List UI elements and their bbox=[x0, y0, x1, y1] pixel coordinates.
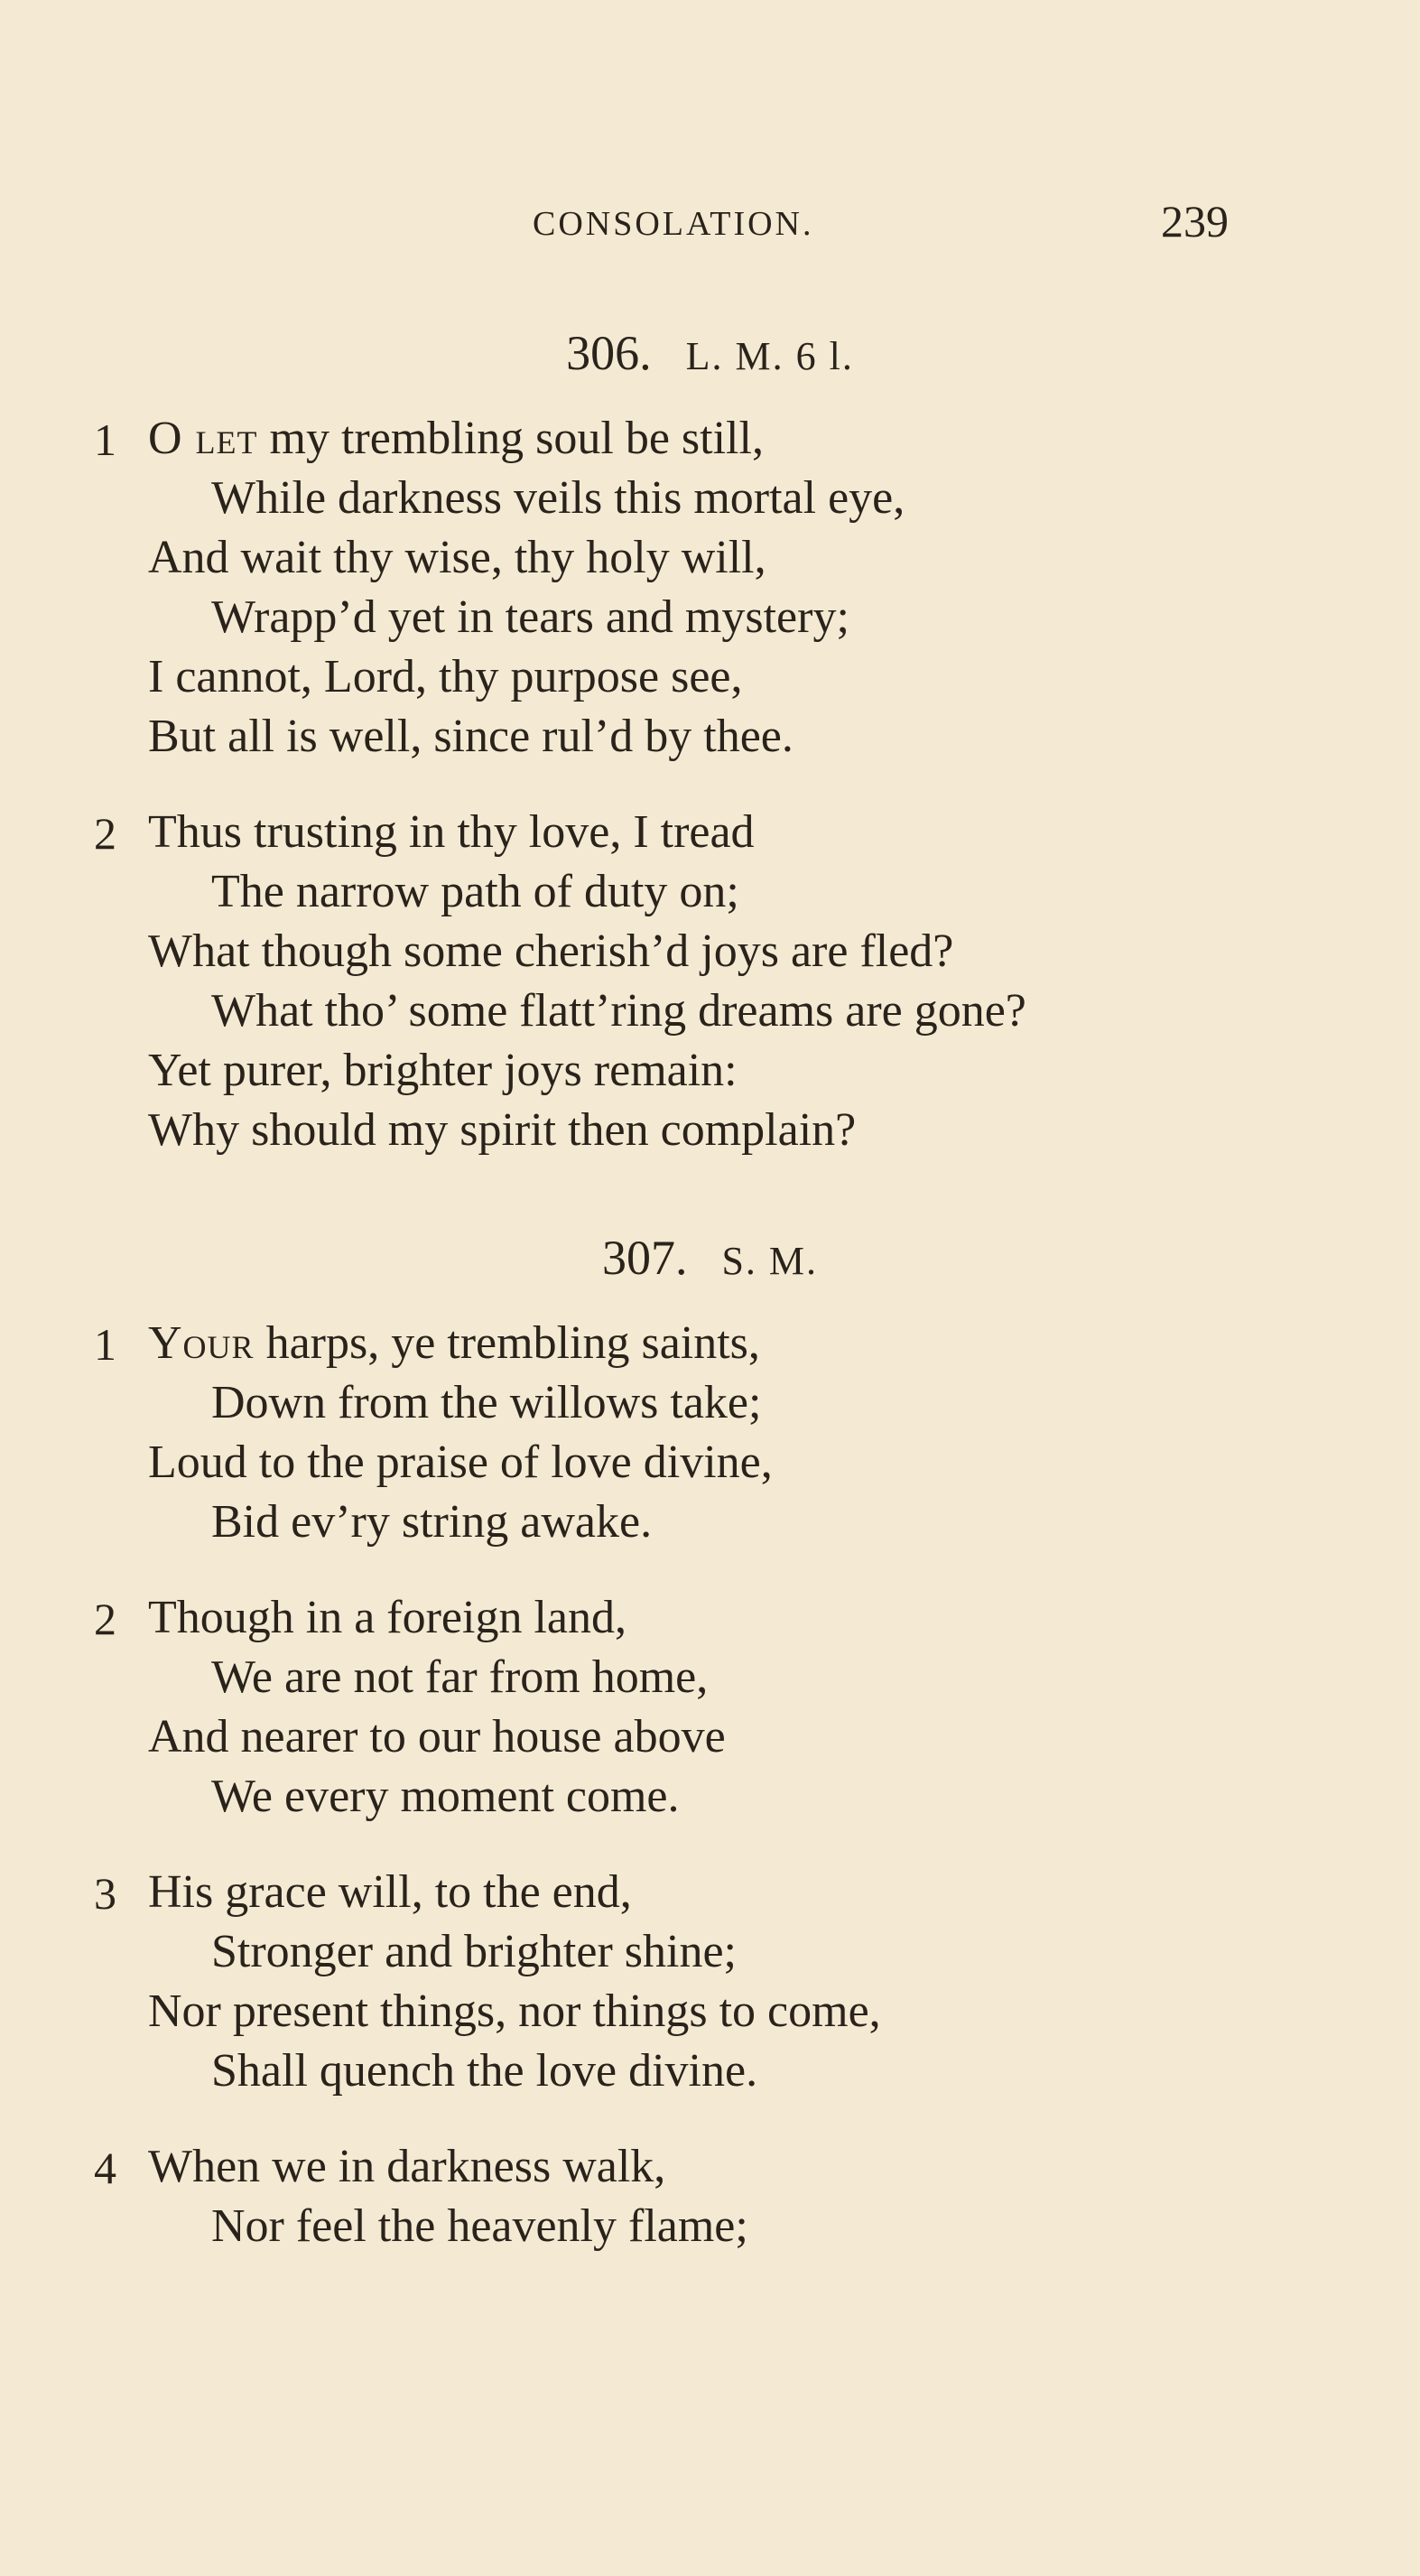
verse-line: We are not far from home, bbox=[211, 1651, 709, 1703]
verse-number: 4 bbox=[94, 2143, 116, 2193]
verse-line: Wrapp’d yet in tears and mystery; bbox=[211, 591, 849, 643]
verse-line: The narrow path of duty on; bbox=[211, 866, 739, 917]
verse-line bbox=[148, 415, 764, 462]
verse-number: 1 bbox=[94, 1319, 116, 1370]
verse-line: Nor present things, nor things to come, bbox=[148, 1985, 881, 2037]
verse-line: Though in a foreign land, bbox=[148, 1592, 626, 1643]
verse-number: 3 bbox=[94, 1868, 116, 1919]
hymn-306-heading bbox=[0, 325, 1420, 381]
verse-line: Yet purer, brighter joys remain: bbox=[148, 1045, 738, 1096]
hymn-meter: S. M. bbox=[721, 1239, 819, 1283]
small-caps-lead: Your bbox=[148, 1317, 255, 1369]
hymn-number: 307. bbox=[601, 1231, 688, 1285]
verse-line bbox=[148, 1317, 760, 1369]
page-number: 239 bbox=[1161, 196, 1229, 246]
verse-line: Thus trusting in thy love, I tread bbox=[148, 806, 755, 858]
hymn-meter: L. M. 6 l. bbox=[685, 334, 854, 378]
running-head bbox=[0, 196, 1420, 251]
verse-number: 1 bbox=[94, 414, 116, 465]
verse-line: While darkness veils this mortal eye, bbox=[211, 472, 905, 524]
small-caps-lead: O let bbox=[148, 413, 258, 464]
line-text: harps, ye trembling saints, bbox=[254, 1317, 760, 1369]
verse-line: Why should my spirit then complain? bbox=[148, 1104, 857, 1156]
verse-line: But all is well, since rul’d by thee. bbox=[148, 711, 794, 762]
verse-line: And wait thy wise, thy holy will, bbox=[148, 532, 766, 583]
verse-number: 2 bbox=[94, 1594, 116, 1644]
verse-line: Shall quench the love divine. bbox=[211, 2045, 758, 2097]
verse-line: We every moment come. bbox=[211, 1771, 680, 1822]
verse-line: And nearer to our house above bbox=[148, 1711, 726, 1762]
verse-line: I cannot, Lord, thy purpose see, bbox=[148, 651, 743, 702]
hymn-307-heading bbox=[0, 1230, 1420, 1286]
verse-line: When we in darkness walk, bbox=[148, 2141, 666, 2192]
verse-line: Bid ev’ry string awake. bbox=[211, 1496, 653, 1548]
running-title: CONSOLATION. bbox=[533, 205, 814, 243]
verse-line: Loud to the praise of love divine, bbox=[148, 1437, 773, 1488]
verse-number: 2 bbox=[94, 808, 116, 859]
verse-line: Stronger and brighter shine; bbox=[211, 1926, 737, 1977]
verse-line: What though some cherish’d joys are fled? bbox=[148, 925, 954, 977]
hymn-number: 306. bbox=[566, 326, 652, 380]
verse-line: What tho’ some flatt’ring dreams are gone? bbox=[211, 985, 1026, 1037]
verse-line: Nor feel the heavenly flame; bbox=[211, 2200, 748, 2252]
line-text: my trembling soul be still, bbox=[257, 413, 764, 464]
verse-line: Down from the willows take; bbox=[211, 1377, 762, 1428]
verse-line: His grace will, to the end, bbox=[148, 1866, 632, 1918]
